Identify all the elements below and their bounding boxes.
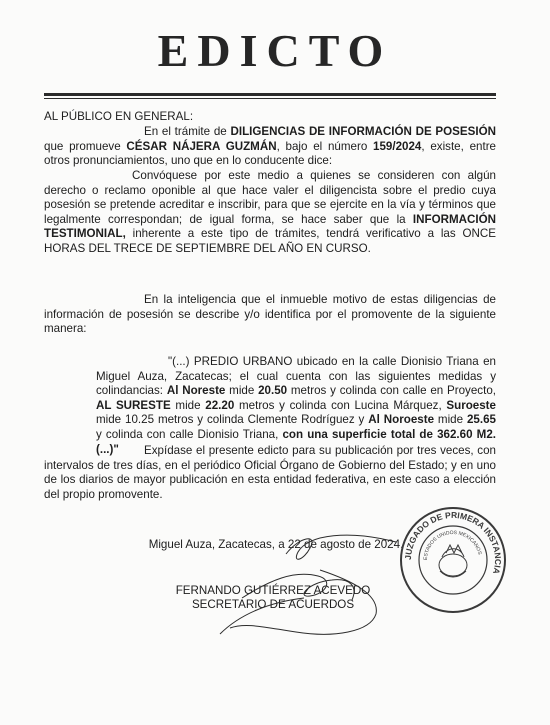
text: "(...) PREDIO URBANO ubicado en la calle Dionisio Triana en Miguel Auza, Zacatecas; el cual cuenta con las siguientes medidas y colindancias: xyxy=(96,355,496,398)
text: mide xyxy=(434,413,467,427)
paragraph-property-intro: En la inteligencia que el inmueble motivo de estas diligencias de información de posesión se describe y/o identifica por el promovente de la siguiente manera: xyxy=(44,293,496,336)
text: metros y colinda con Lucina Márquez, xyxy=(234,398,447,412)
signature-scribble xyxy=(200,510,420,650)
text: mide 10.25 metros y colinda Clemente Rodríguez y xyxy=(96,413,369,427)
edict-title: EDICTO xyxy=(157,25,393,76)
total-area: con una superficie total de 362.60 M2. (...)" xyxy=(96,427,496,456)
title-rule-thin xyxy=(44,98,496,99)
property-description-quote xyxy=(96,355,496,457)
boundary-label: Al Noroeste xyxy=(368,413,435,427)
measurement: 22.20 xyxy=(205,398,235,412)
boundary-label: Suroeste xyxy=(446,398,496,412)
text: inherente a este tipo de trámites, tendrá verificativo a las ONCE HORAS DEL TRECE DE SEPTIEMBRE DEL AÑO EN CURSO. xyxy=(44,227,496,255)
text: mide xyxy=(170,398,206,412)
measurement: 25.65 xyxy=(466,413,496,427)
text: y colinda con calle Dionisio Triana, xyxy=(96,427,283,441)
measurement: 20.50 xyxy=(258,384,288,398)
paragraph-summons xyxy=(44,169,496,257)
text: que promueve xyxy=(44,139,127,153)
text: , bajo el número xyxy=(276,139,374,153)
signer-role: SECRETARIO DE ACUERDOS xyxy=(191,598,355,611)
testimonial-label: INFORMACIÓN TESTIMONIAL, xyxy=(44,212,496,241)
text: mide xyxy=(225,384,259,398)
title-rule-thick xyxy=(44,93,496,96)
proceeding-type: DILIGENCIAS DE INFORMACIÓN DE POSESIÓN xyxy=(230,125,496,138)
seal-inner-text: ESTADOS UNIDOS MEXICANOS xyxy=(422,529,483,561)
paragraph-publication: Expídase el presente edicto para su publicación por tres veces, con intervalos de tres días, en el periódico Oficial Órgano de Gobierno del Estado; y en uno de los diarios de mayor publicación en esta entidad federativa, en este caso a elección del propio promovente. xyxy=(44,444,496,501)
boundary-label: AL SURESTE xyxy=(96,398,171,412)
text: En el trámite de xyxy=(144,125,231,138)
case-number: 159/2024 xyxy=(373,139,422,153)
salutation: AL PÚBLICO EN GENERAL: xyxy=(44,110,194,123)
boundary-label: Al Noreste xyxy=(166,384,226,398)
seal-outer-text: JUZGADO DE PRIMERA INSTANCIA xyxy=(402,509,504,576)
promoter-name: CÉSAR NÁJERA GUZMÁN xyxy=(126,139,277,153)
svg-text:JUZGADO DE PRIMERA INSTANCIA xyxy=(403,510,503,575)
text: , existe, entre otros pronunciamientos, uno que en lo conducente dice: xyxy=(44,139,497,168)
place-and-date: Miguel Auza, Zacatecas, a 22 de agosto de 2024. xyxy=(148,538,404,551)
paragraph-proceeding xyxy=(44,125,496,169)
svg-text:ESTADOS UNIDOS MEXICANOS xyxy=(423,530,483,560)
text: metros y colinda con calle en Proyecto, xyxy=(287,384,496,398)
text: Convóquese por este medio a quienes se consideren con algún derecho o reclamo oponible al que hace valer el diligencista sobre el predio cuya posesión se pretende acreditar e inscribir, para que se ejercite en la vía y términos que legalmente correspondan; de igual forma, se hace saber que la xyxy=(44,169,496,226)
signer-name: FERNANDO GUTIÉRREZ ACEVEDO xyxy=(175,584,371,597)
court-seal xyxy=(398,505,508,615)
